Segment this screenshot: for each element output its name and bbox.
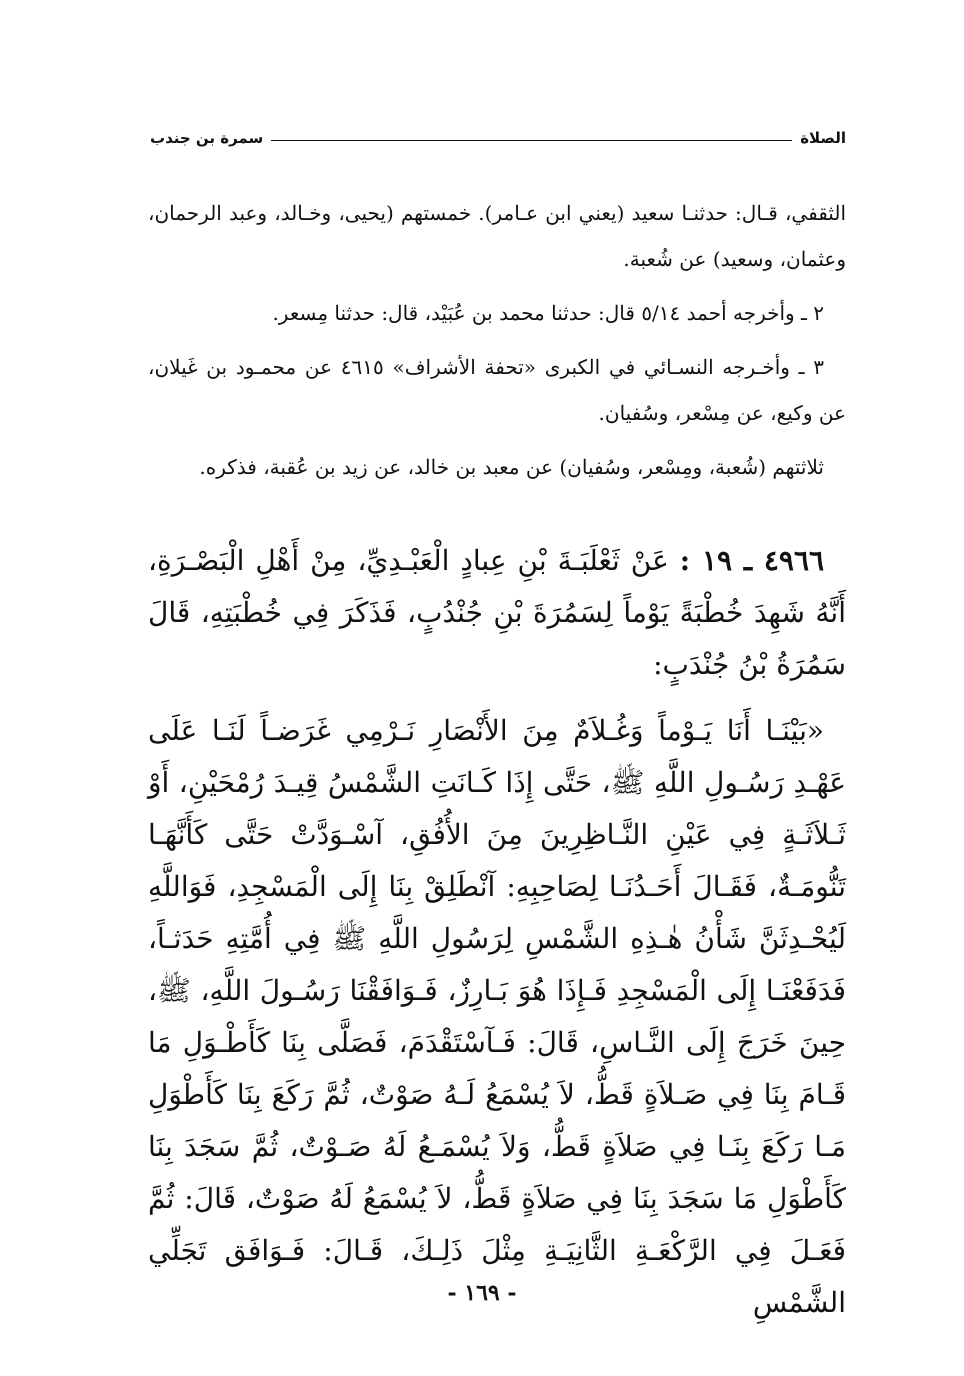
note-paragraph-2: ٢ ـ وأخرجه أحمد ٥/١٤ قال: حدثنا محمد بن عُبَيْد، قال: حدثنا مِسعر. — [272, 301, 824, 325]
hadith-text: «بَيْنَـا أَنَا يَـوْماً وَغُـلاَمٌ مِنَ الأَنْصَارِ نَـرْمِي غَرَضـاً لَنَـا عَلَى عَهْـدِ رَسُـولِ اللَّهِ ﷺ، حَتَّى إِذَا كَـانَتِ الشَّمْسُ قِيـدَ رُمْحَيْنِ، أَوْ ثَـلاَثَـةٍ فِي عَيْنِ النَّـاظِرِينَ مِنَ الأُفُقِ، آسْـوَدَّتْ حَتَّى كَأَنَّهَـا تَنُّومَـةٌ، فَقَـالَ أَحَـدُنَـا لِصَاحِبِهِ: آنْطَلِقْ بِنَا إِلَى الْمَسْجِدِ، فَوَاللَّهِ لَيُحْـدِثَنَّ شَأْنُ هٰـذِهِ الشَّمْسِ لِرَسُولِ اللَّهِ ﷺ فِي أُمَّتِهِ حَدَثـاً، فَدَفَعْنَـا إِلَى الْمَسْجِدِ فَـإِذَا هُوَ بَـارِزٌ، فَـوَافَقْنَا رَسُـولَ اللَّهِ، ﷺ، حِينَ خَرَجَ إِلَى النَّـاسِ، قَالَ: فَـآسْتَقْدَمَ، فَصَلَّى بِنَا كَأَطْـوَلِ مَا قَـامَ بِنَا فِي صَـلاَةٍ قَطُّ، لاَ يُسْمَعُ لَـهُ صَوْتٌ، ثُمَّ رَكَعَ بِنَا كَأَطْوَلِ مَـا رَكَعَ بِنَـا فِي صَلاَةٍ قَطُّ، وَلاَ يُسْمَـعُ لَهُ صَـوْتٌ، ثُمَّ سَجَدَ بِنَا كَأَطْوَلِ مَا سَجَدَ بِنَا فِي صَلاَةٍ قَطُّ، لاَ يُسْمَعُ لَهُ صَوْتٌ، قَالَ: ثُمَّ فَعَـلَ فِي الرَّكْعَـةِ الثَّانِيَـةِ مِثْلَ ذَلِـكَ، قَـالَ: فَـوَافَق تَجَلِّي الشَّمْسِ — [148, 714, 846, 1319]
header-rule — [271, 140, 792, 141]
hadith-number: ٤٩٦٦ ـ ١٩ : — [679, 544, 825, 577]
hadith-intro-paragraph — [148, 535, 846, 691]
running-header — [150, 126, 846, 150]
hadith-block — [148, 535, 846, 1343]
header-chapter: الصلاة — [800, 129, 846, 147]
note-paragraph-1: الثقفي، قـال: حدثنـا سعيد (يعني ابن عـامر). خمستهم (يحيى، وخـالد، وعبد الرحمان، وعثمان، وسعيد) عن شُعبة. — [148, 201, 846, 271]
note-paragraph-3: ٣ ـ وأخـرجه النسـائي في الكبرى «تحفة الأشراف» ٤٦١٥ عن محمـود بن غَيلان، عن وكيع، عن مِسْعر، وسُفيان. — [148, 355, 846, 425]
note-paragraph-4: ثلاثتهم (شُعبة، ومِسْعر، وسُفيان) عن معبد بن خالد، عن زيد بن عُقبة، فذكره. — [199, 455, 824, 479]
page-number: - ١٦٩ - — [447, 1280, 517, 1306]
hadith-intro: عَنْ ثَعْلَبَـةَ بْنِ عِبادٍ الْعَبْـدِيِّ، مِنْ أَهْلِ الْبَصْـرَةِ، أَنَّهُ شَهِدَ خُطْبَةً يَوْماً لِسَمُرَةَ بْنِ جُنْدُبٍ، فَذَكَرَ فِي خُطْبَتِهِ، قَالَ سَمُرَةُ بْنُ جُنْدَبٍ: — [148, 544, 846, 681]
footnote-block — [148, 190, 846, 498]
header-section: سمرة بن جندب — [150, 129, 264, 147]
